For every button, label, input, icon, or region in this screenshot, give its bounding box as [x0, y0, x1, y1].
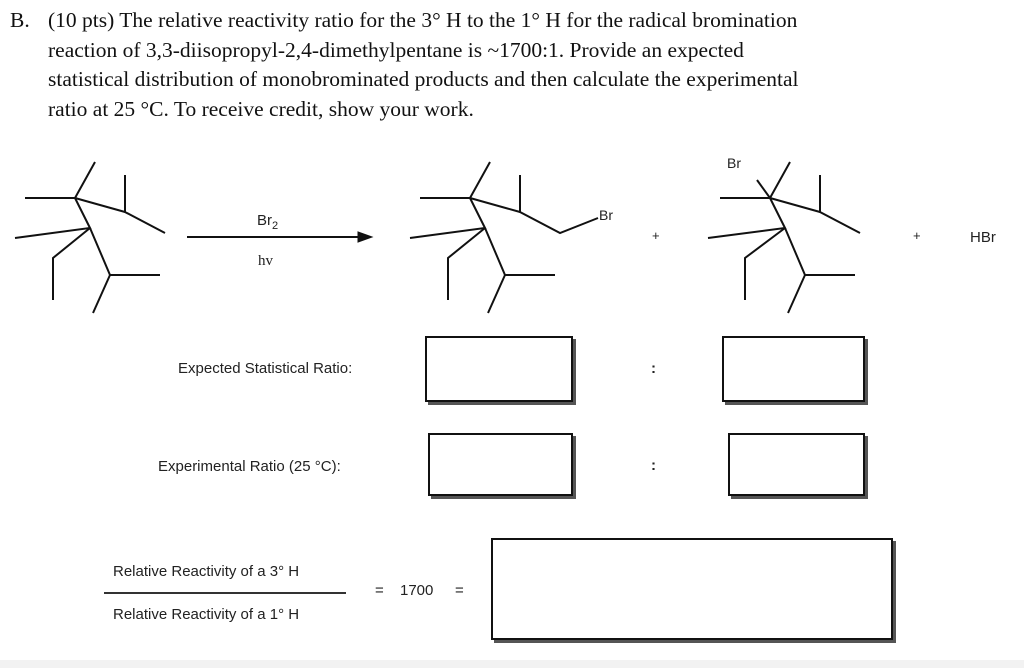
formula-equals-2: = [455, 582, 464, 599]
experimental-ratio-label: Experimental Ratio (25 °C): [158, 458, 341, 475]
formula-equals-1: = [375, 582, 384, 599]
question-line-3: statistical distribution of monobrominated products and then calculate the experimental [48, 67, 799, 91]
hbr-label: HBr [970, 229, 996, 246]
question-line-4: ratio at 25 °C. To receive credit, show your work. [48, 96, 474, 121]
experimental-ratio-box-2[interactable] [728, 433, 865, 496]
condition-label: hv [258, 253, 273, 269]
expected-ratio-box-2[interactable] [722, 336, 865, 402]
formula-answer-box[interactable] [491, 538, 893, 640]
product-2-skeleton [708, 162, 860, 313]
formula-numerator: Relative Reactivity of a 3° H [113, 563, 300, 580]
plus-sign-1: + [652, 228, 660, 243]
question-line-2: reaction of 3,3-diisopropyl-2,4-dimethylpentane is ~1700:1. Provide an expected [48, 37, 744, 62]
experimental-ratio-colon: : [651, 457, 656, 474]
expected-ratio-colon: : [651, 360, 656, 377]
question-line-1: B. (10 pts) The relative reactivity ratio for the 3° H to the 1° H for the radical bromination [10, 6, 1010, 36]
formula-value: 1700 [400, 582, 434, 599]
expected-ratio-box-1[interactable] [425, 336, 573, 402]
fraction-bar [104, 592, 346, 594]
reaction-arrow [187, 232, 372, 242]
expected-ratio-label: Expected Statistical Ratio: [178, 360, 353, 377]
question-label: B. [10, 8, 30, 32]
reagent-label: $Br_2$ [257, 212, 279, 232]
formula-denominator: Relative Reactivity of a 1° H [113, 606, 300, 623]
experimental-ratio-box-1[interactable] [428, 433, 573, 496]
bottom-edge [0, 660, 1024, 668]
product-1-br-label: Br [599, 207, 613, 223]
starting-material [15, 162, 165, 313]
product-1-skeleton [410, 162, 598, 313]
plus-sign-2: + [913, 228, 921, 243]
product-2-br-label: Br [727, 155, 741, 171]
